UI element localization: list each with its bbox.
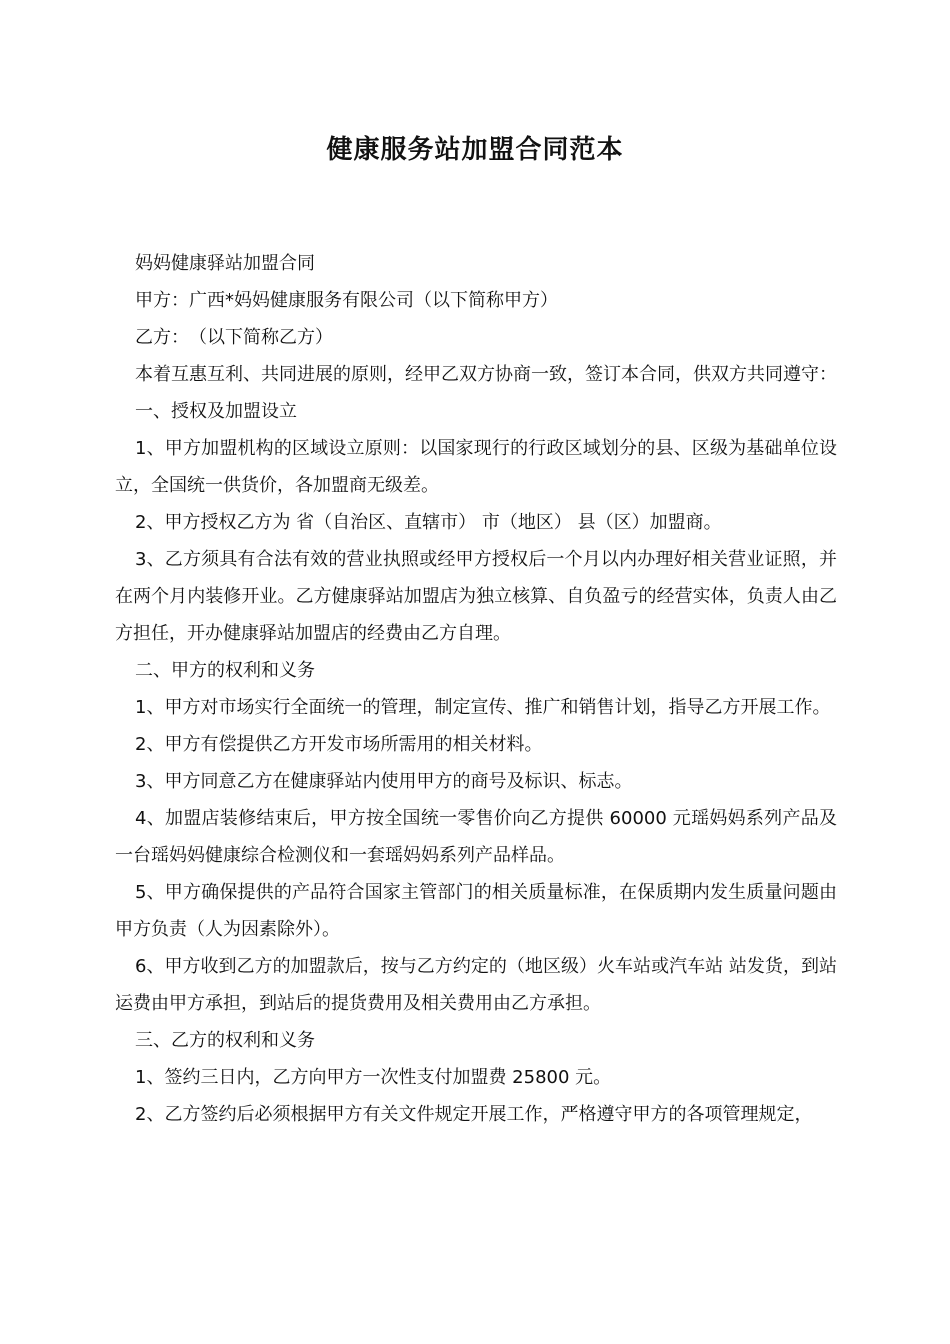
clause-3-2: 2、乙方签约后必须根据甲方有关文件规定开展工作，严格遵守甲方的各项管理规定， [135,1104,813,1125]
clause-2-1: 1、甲方对市场实行全面统一的管理，制定宣传、推广和销售计划，指导乙方开展工作。 [135,697,831,718]
paragraph-party-b: 乙方： （以下简称乙方） [135,327,333,348]
section-heading-party-a-rights: 二、甲方的权利和义务 [135,660,315,681]
clause-2-2: 2、甲方有偿提供乙方开发市场所需用的相关材料。 [135,734,543,755]
clause-2-4: 4、加盟店装修结束后，甲方按全国统一零售价向乙方提供 60000 元瑶妈妈系列产品及一台瑶妈妈健康综合检测仪和一套瑶妈妈系列产品样品。 [115,808,837,866]
section-heading-authorization: 一、授权及加盟设立 [135,401,297,422]
section-heading-party-b-rights: 三、乙方的权利和义务 [135,1030,315,1051]
document-body [115,245,837,1133]
clause-2-5: 5、甲方确保提供的产品符合国家主管部门的相关质量标准，在保质期内发生质量问题由甲方负责（人为因素除外）。 [115,882,837,940]
clause-1-3: 3、乙方须具有合法有效的营业执照或经甲方授权后一个月以内办理好相关营业证照，并在两个月内装修开业。乙方健康驿站加盟店为独立核算、自负盈亏的经营实体，负责人由乙方担任，开办健康驿站加盟店的经费由乙方自理。 [115,549,837,644]
clause-2-6: 6、甲方收到乙方的加盟款后，按与乙方约定的（地区级）火车站或汽车站 站发货，到站运费由甲方承担，到站后的提货费用及相关费用由乙方承担。 [115,956,837,1014]
clause-2-3: 3、甲方同意乙方在健康驿站内使用甲方的商号及标识、标志。 [135,771,633,792]
document-title: 健康服务站加盟合同范本 [326,135,624,165]
clause-1-1: 1、甲方加盟机构的区域设立原则：以国家现行的行政区域划分的县、区级为基础单位设立，全国统一供货价，各加盟商无级差。 [115,438,837,496]
paragraph-preamble: 本着互惠互利、共同进展的原则，经甲乙双方协商一致，签订本合同，供双方共同遵守： [135,364,837,385]
clause-3-1: 1、签约三日内，乙方向甲方一次性支付加盟费 25800 元。 [135,1067,612,1088]
paragraph-party-a: 甲方：广西*妈妈健康服务有限公司（以下简称甲方） [135,290,558,311]
clause-1-2: 2、甲方授权乙方为 省（自治区、直辖市） 市（地区） 县（区）加盟商。 [135,512,722,533]
paragraph-contract-name: 妈妈健康驿站加盟合同 [135,253,315,274]
